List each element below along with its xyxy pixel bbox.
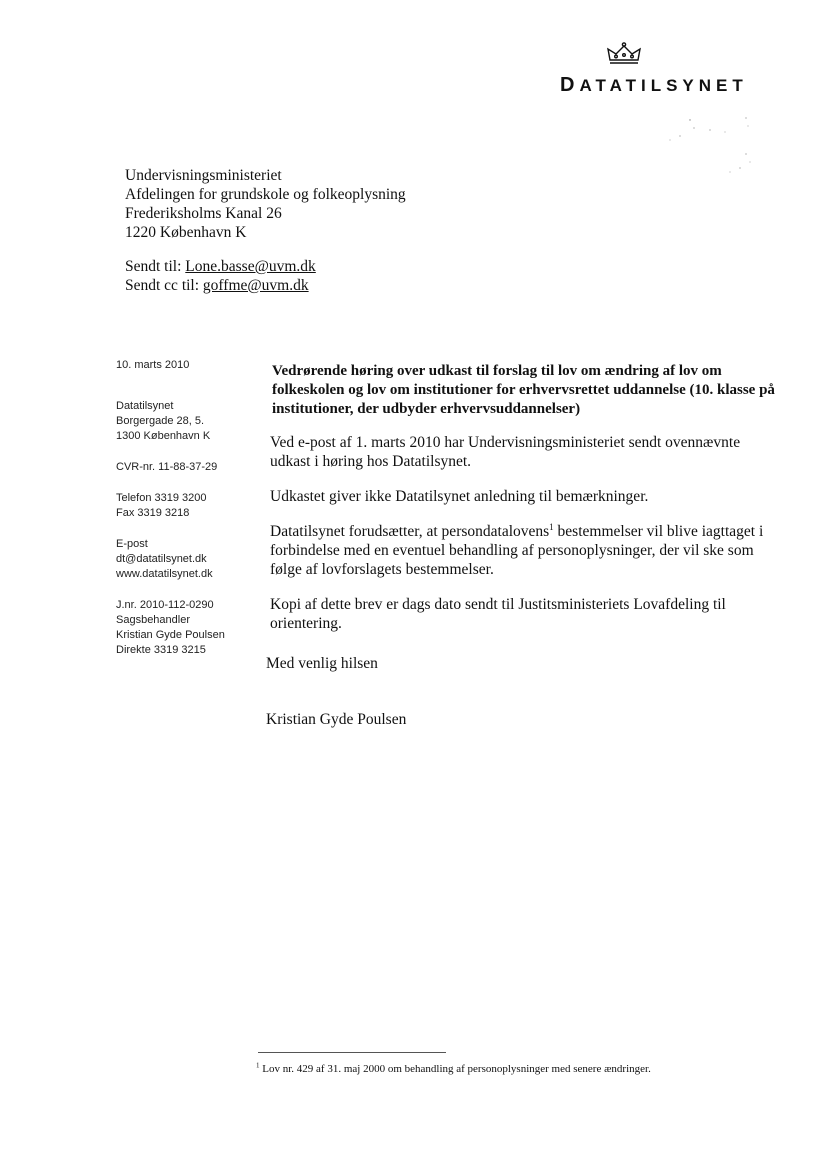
sender-address bbox=[116, 399, 266, 444]
sent-to-email-link[interactable]: Lone.basse@uvm.dk bbox=[185, 258, 316, 275]
footnote-marker: 1 bbox=[549, 521, 554, 532]
recipient-line: Frederiksholms Kanal 26 bbox=[125, 205, 282, 222]
scan-specks bbox=[650, 110, 760, 180]
sender-web-link[interactable]: www.datatilsynet.dk bbox=[116, 568, 213, 580]
sender-email-link[interactable]: dt@datatilsynet.dk bbox=[116, 553, 207, 565]
letter-paragraph: Udkastet giver ikke Datatilsynet anledning til bemærkninger. bbox=[270, 488, 649, 505]
crown-icon bbox=[606, 42, 642, 66]
sender-city: 1300 København K bbox=[116, 430, 211, 442]
case-handler-label: Sagsbehandler bbox=[116, 614, 191, 626]
footnote-number: 1 bbox=[256, 1061, 260, 1070]
sender-street: Borgergade 28, 5. bbox=[116, 415, 205, 427]
recipient-line: 1220 København K bbox=[125, 224, 247, 241]
sender-org: Datatilsynet bbox=[116, 400, 174, 412]
logo-rest: ATATILSYNET bbox=[579, 76, 748, 95]
footnote-text: Lov nr. 429 af 31. maj 2000 om behandling af personoplysninger med senere ændringer. bbox=[259, 1063, 651, 1075]
footnote-divider bbox=[258, 1052, 446, 1053]
letter-closing: Med venlig hilsen bbox=[266, 655, 378, 672]
paragraph-text: bestemmelser vil blive iagttaget i forbindelse med en eventuel behandling af personoplysninger, der vil ske som følge af lovforslagets bestemmelser. bbox=[270, 523, 764, 578]
sender-email-label: E-post bbox=[116, 538, 148, 550]
case-direct-phone: Direkte 3319 3215 bbox=[116, 644, 206, 656]
letter-date: 10. marts 2010 bbox=[116, 359, 190, 371]
recipient-line: Afdelingen for grundskole og folkeoplysning bbox=[125, 186, 406, 203]
sent-cc-label: Sendt cc til: bbox=[125, 277, 203, 294]
letter-paragraph: Kopi af dette brev er dags dato sendt til Justitsministeriets Lovafdeling til orientering. bbox=[270, 596, 726, 632]
letter-paragraph bbox=[270, 522, 776, 579]
organization-logo-text bbox=[560, 74, 748, 97]
sender-phone: Telefon 3319 3200 bbox=[116, 492, 207, 504]
letter-paragraph: Ved e-post af 1. marts 2010 har Undervisningsministeriet sendt ovennævnte udkast i høring hos Datatilsynet. bbox=[270, 434, 741, 470]
case-handler-name: Kristian Gyde Poulsen bbox=[116, 629, 225, 641]
letter-body bbox=[266, 362, 776, 729]
sent-cc-email-link[interactable]: goffme@uvm.dk bbox=[202, 277, 309, 294]
sender-phone-block bbox=[116, 491, 266, 521]
sender-info-sidebar bbox=[116, 358, 266, 674]
case-number: J.nr. 2010-112-0290 bbox=[116, 599, 214, 611]
sender-fax: Fax 3319 3218 bbox=[116, 507, 190, 519]
paragraph-text: Datatilsynet forudsætter, at persondatalovens bbox=[270, 523, 550, 540]
case-block bbox=[116, 598, 266, 658]
letter-signer: Kristian Gyde Poulsen bbox=[266, 711, 407, 728]
sent-to-block bbox=[125, 257, 316, 295]
sender-cvr: CVR-nr. 11-88-37-29 bbox=[116, 461, 218, 473]
letter-subject: Vedrørende høring over udkast til forslag til lov om ændring af lov om folkeskolen og lov om institutioner for erhvervsrettet uddannelse (10. klasse på institutioner, der udbyder erhvervsuddannelser) bbox=[272, 363, 775, 417]
footnote bbox=[256, 1063, 651, 1075]
recipient-address bbox=[125, 166, 406, 242]
logo-initial: D bbox=[560, 74, 580, 96]
recipient-line: Undervisningsministeriet bbox=[125, 167, 282, 184]
sender-contact-block bbox=[116, 537, 266, 582]
sent-to-label: Sendt til: bbox=[125, 258, 186, 275]
